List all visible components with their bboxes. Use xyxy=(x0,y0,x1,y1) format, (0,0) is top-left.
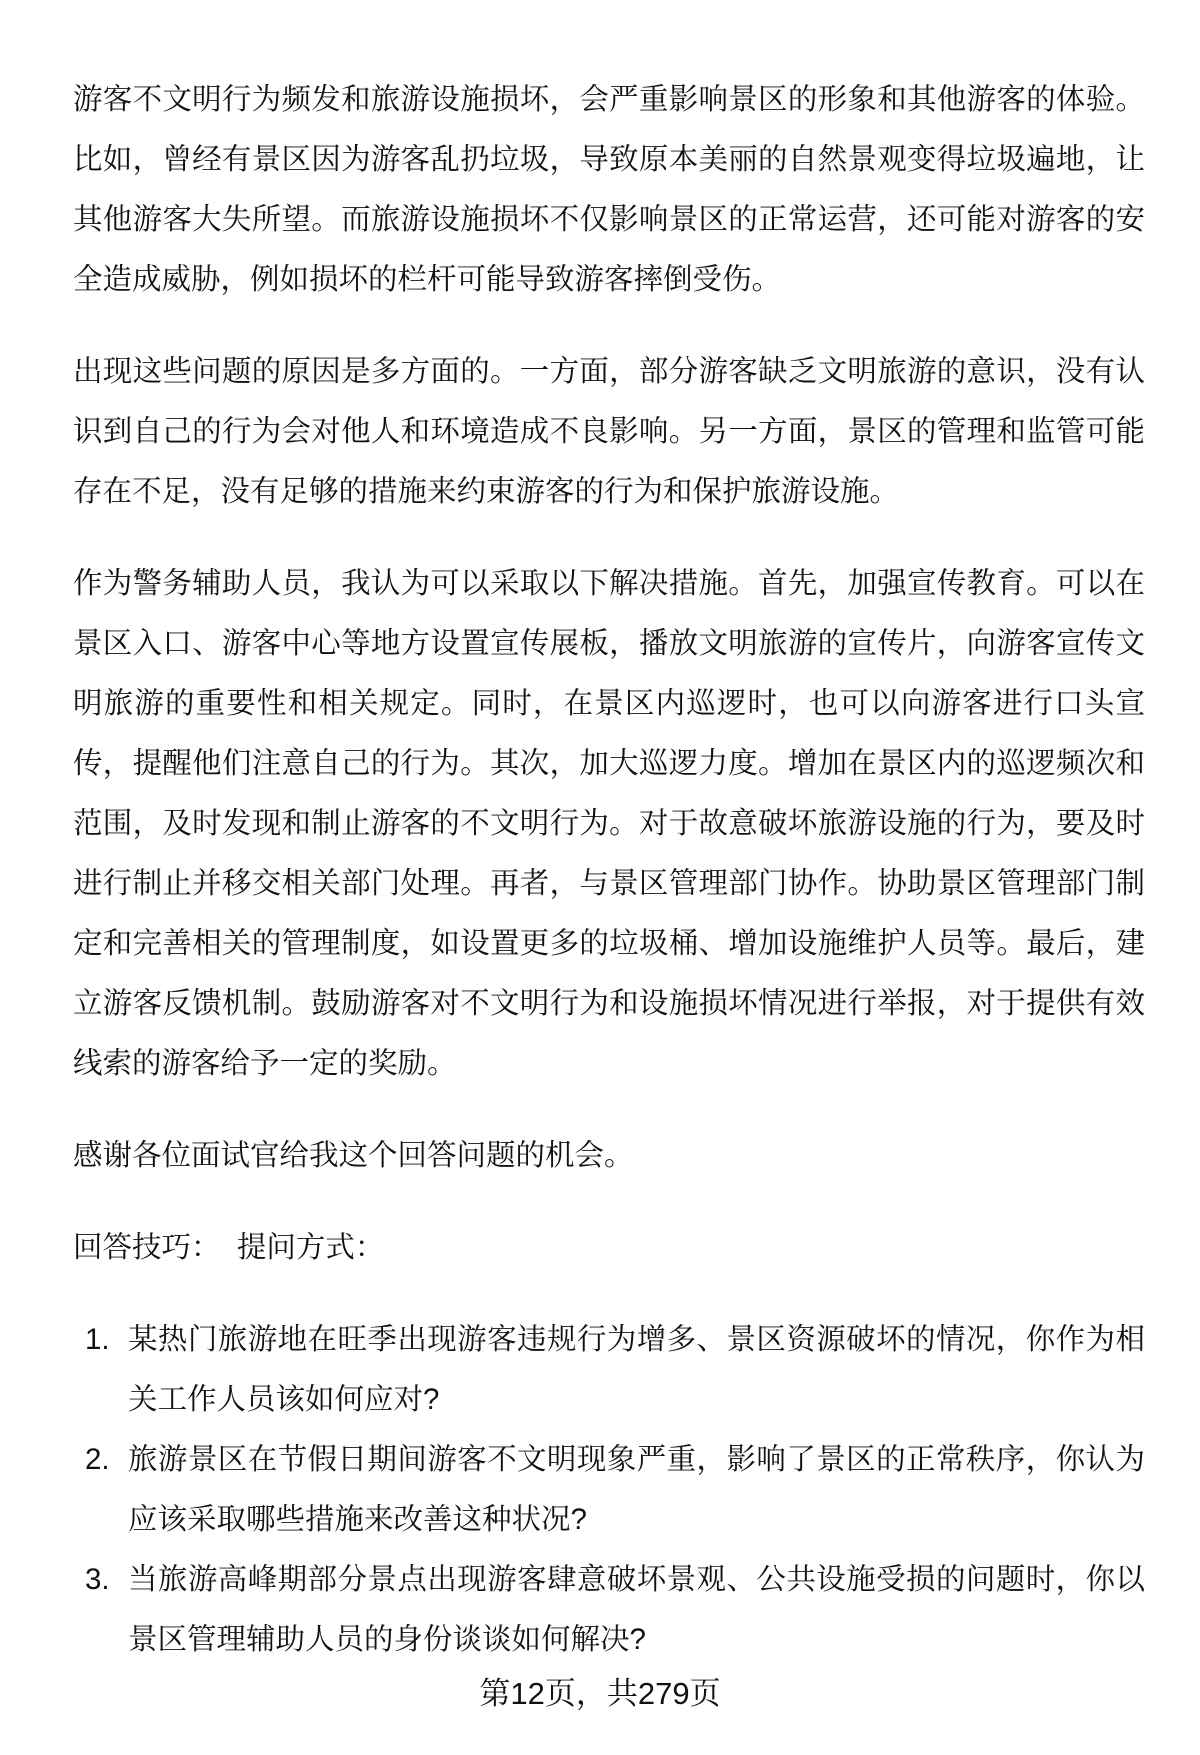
list-number: 3. xyxy=(85,1563,110,1596)
page-number: 第12页，共279页 xyxy=(479,1676,721,1711)
paragraph-thanks: 感谢各位面试官给我这个回答问题的机会。 xyxy=(73,1139,634,1172)
list-item xyxy=(73,1430,1145,1550)
list-item xyxy=(73,1550,1145,1670)
paragraph-measures: 作为警务辅助人员，我认为可以采取以下解决措施。首先，加强宣传教育。可以在景区入口、游客中心等地方设置宣传展板，播放文明旅游的宣传片，向游客宣传文明旅游的重要性和相关规定。同时，在景区内巡逻时，也可以向游客进行口头宣传，提醒他们注意自己的行为。其次，加大巡逻力度。增加在景区内的巡逻频次和范围，及时发现和制止游客的不文明行为。对于故意破坏旅游设施的行为，要及时进行制止并移交相关部门处理。再者，与景区管理部门协作。协助景区管理部门制定和完善相关的管理制度，如设置更多的垃圾桶、增加设施维护人员等。最后，建立游客反馈机制。鼓励游客对不文明行为和设施损坏情况进行举报，对于提供有效线索的游客给予一定的奖励。 xyxy=(73,567,1145,1080)
list-text: 旅游景区在节假日期间游客不文明现象严重，影响了景区的正常秩序，你认为应该采取哪些措施来改善这种状况? xyxy=(128,1443,1145,1536)
paragraph-impact: 游客不文明行为频发和旅游设施损坏，会严重影响景区的形象和其他游客的体验。比如，曾经有景区因为游客乱扔垃圾，导致原本美丽的自然景观变得垃圾遍地，让其他游客大失所望。而旅游设施损坏不仅影响景区的正常运营，还可能对游客的安全造成威胁，例如损坏的栏杆可能导致游客摔倒受伤。 xyxy=(73,83,1145,296)
paragraph-tips-heading: 回答技巧： 提问方式： xyxy=(73,1231,385,1264)
list-number: 1. xyxy=(85,1323,110,1356)
document-body xyxy=(73,70,1145,1670)
list-number: 2. xyxy=(85,1443,110,1476)
list-item xyxy=(73,1310,1145,1430)
list-text: 当旅游高峰期部分景点出现游客肆意破坏景观、公共设施受损的问题时，你以景区管理辅助人员的身份谈谈如何解决? xyxy=(128,1563,1145,1656)
list-text: 某热门旅游地在旺季出现游客违规行为增多、景区资源破坏的情况，你作为相关工作人员该如何应对? xyxy=(128,1323,1145,1416)
paragraph-causes: 出现这些问题的原因是多方面的。一方面，部分游客缺乏文明旅游的意识，没有认识到自己的行为会对他人和环境造成不良影响。另一方面，景区的管理和监管可能存在不足，没有足够的措施来约束游客的行为和保护旅游设施。 xyxy=(73,355,1145,508)
question-list xyxy=(73,1310,1145,1670)
